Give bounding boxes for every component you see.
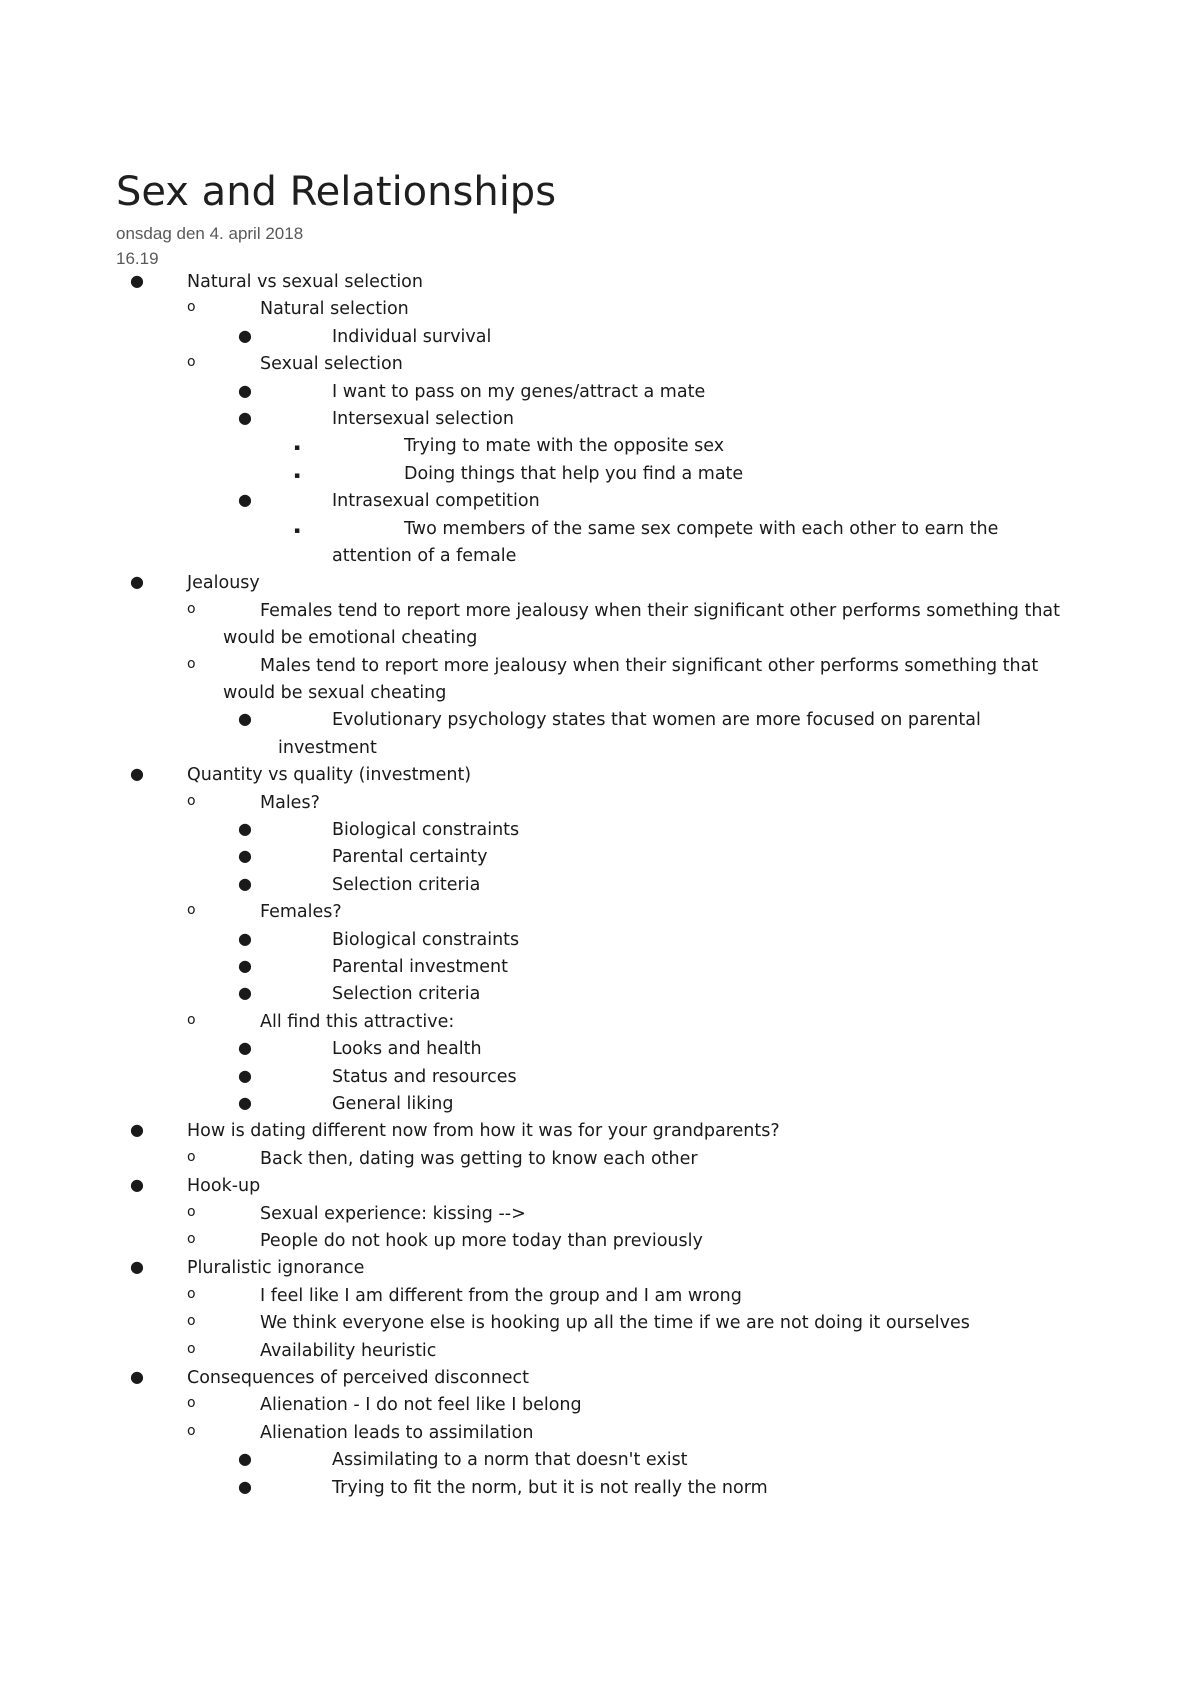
bullet-level-2-icon: o — [187, 1148, 196, 1165]
outline-item-level-3: Parental certainty — [332, 847, 488, 868]
bullet-level-3-icon: ● — [238, 1449, 252, 1469]
bullet-level-2-icon: o — [187, 1422, 196, 1439]
bullet-level-1-icon: ● — [130, 1257, 144, 1277]
bullet-level-2-icon: o — [187, 1231, 196, 1247]
bullet-level-2-icon: o — [187, 792, 196, 809]
outline-item-level-3: Selection criteria — [332, 874, 481, 895]
bullet-level-3-icon: ● — [238, 873, 252, 893]
outline-item-level-2: Sexual experience: kissing --> — [260, 1203, 526, 1224]
bullet-level-4-icon: ▪ — [294, 525, 301, 536]
bullet-level-3-icon: ● — [238, 380, 252, 400]
bullet-level-3-icon: ● — [238, 983, 252, 1003]
outline-item-level-2: I feel like I am different from the group and I am wrong — [260, 1285, 742, 1306]
bullet-level-1-icon: ● — [130, 572, 144, 592]
outline-item-level-3: Status and resources — [332, 1066, 517, 1087]
outline-item-level-1: Consequences of perceived disconnect — [187, 1368, 530, 1388]
outline-item-level-2: Males? — [260, 792, 320, 813]
outline-item-level-3: Intrasexual competition — [332, 491, 540, 512]
outline-item-level-3: Looks and health — [332, 1039, 482, 1060]
bullet-level-1-icon: ● — [130, 764, 144, 784]
bullet-level-3-icon: ● — [238, 928, 252, 948]
bullet-level-2-icon: o — [187, 1285, 196, 1302]
outline-item-continuation: would be emotional cheating — [223, 628, 478, 649]
outline-item-continuation: investment — [278, 737, 377, 758]
outline-item-level-3: I want to pass on my genes/attract a mate — [332, 381, 706, 402]
outline-item-continuation: would be sexual cheating — [223, 683, 447, 703]
bullet-level-2-icon: o — [187, 1340, 196, 1357]
bullet-level-2-icon: o — [187, 600, 196, 617]
outline-item-level-3: Assimilating to a norm that doesn't exist — [332, 1450, 688, 1471]
outline-item-level-4: Doing things that help you find a mate — [404, 463, 744, 484]
outline-item-level-2: We think everyone else is hooking up all the time if we are not doing it ourselves — [260, 1313, 970, 1334]
bullet-level-3-icon: ● — [238, 1476, 252, 1496]
outline-item-level-2: Alienation leads to assimilation — [260, 1422, 534, 1443]
outline-item-level-3: Parental investment — [332, 957, 508, 977]
outline-item-level-2: Females? — [260, 902, 342, 923]
bullet-level-1-icon: ● — [130, 1367, 144, 1386]
bullet-level-3-icon: ● — [238, 490, 252, 510]
outline-item-level-2: All find this attractive: — [260, 1011, 455, 1032]
outline-item-level-3: Individual survival — [332, 326, 492, 347]
outline-item-level-1: Quantity vs quality (investment) — [187, 765, 472, 786]
page-title: Sex and Relationships — [116, 169, 557, 215]
outline-item-continuation: attention of a female — [332, 546, 517, 566]
bullet-level-2-icon: o — [187, 1395, 196, 1412]
bullet-level-2-icon: o — [187, 1011, 196, 1028]
note-time: 16.19 — [116, 249, 159, 268]
bullet-level-3-icon: ● — [238, 325, 252, 345]
bullet-level-2-icon: o — [187, 655, 196, 672]
outline-item-level-2: Back then, dating was getting to know each other — [260, 1148, 698, 1169]
bullet-level-3-icon: ● — [238, 1065, 252, 1085]
outline-item-level-2: Alienation - I do not feel like I belong — [260, 1395, 582, 1416]
bullet-level-3-icon: ● — [238, 956, 252, 975]
bullet-level-3-icon: ● — [238, 408, 252, 427]
bullet-level-4-icon: ▪ — [294, 470, 301, 481]
outline-item-level-4: Two members of the same sex compete with each other to earn the — [404, 518, 999, 539]
outline-item-level-1: Hook-up — [187, 1176, 261, 1197]
bullet-level-1-icon: ● — [130, 1120, 144, 1140]
outline-item-level-3: Trying to fit the norm, but it is not really the norm — [332, 1477, 768, 1498]
outline-item-level-3: Biological constraints — [332, 929, 520, 950]
bullet-level-2-icon: o — [187, 1313, 196, 1330]
outline-item-level-2: Availability heuristic — [260, 1340, 437, 1361]
bullet-level-2-icon: o — [187, 902, 196, 919]
bullet-level-2-icon: o — [187, 299, 196, 316]
outline-item-level-2: People do not hook up more today than previously — [260, 1231, 703, 1251]
outline-item-level-2: Sexual selection — [260, 354, 403, 375]
outline-item-level-2: Natural selection — [260, 299, 409, 320]
bullet-level-2-icon: o — [187, 1203, 196, 1220]
outline-item-level-2: Females tend to report more jealousy when their significant other performs something that — [260, 600, 1061, 621]
outline-item-level-3: Intersexual selection — [332, 409, 514, 429]
bullet-level-4-icon: ▪ — [294, 443, 301, 454]
bullet-level-1-icon: ● — [130, 1175, 144, 1195]
outline-item-level-1: Jealousy — [187, 573, 260, 594]
bullet-level-3-icon: ● — [238, 709, 252, 729]
bullet-level-3-icon: ● — [238, 819, 252, 838]
outline-item-level-2: Males tend to report more jealousy when their significant other performs something that — [260, 655, 1039, 676]
bullet-level-3-icon: ● — [238, 1038, 252, 1058]
outline-item-level-3: Selection criteria — [332, 984, 481, 1005]
outline-item-level-3: Evolutionary psychology states that women are more focused on parental — [332, 710, 981, 731]
outline-item-level-4: Trying to mate with the opposite sex — [404, 436, 725, 457]
outline-item-level-3: Biological constraints — [332, 820, 520, 840]
outline-item-level-1: Natural vs sexual selection — [187, 272, 423, 292]
note-date: onsdag den 4. april 2018 — [116, 224, 304, 243]
bullet-level-3-icon: ● — [238, 1093, 252, 1112]
bullet-level-3-icon: ● — [238, 846, 252, 866]
bullet-level-2-icon: o — [187, 354, 196, 371]
outline-item-level-1: Pluralistic ignorance — [187, 1258, 365, 1279]
bullet-level-1-icon: ● — [130, 271, 144, 290]
outline-item-level-1: How is dating different now from how it was for your grandparents? — [187, 1121, 780, 1142]
outline-item-level-3: General liking — [332, 1094, 454, 1114]
